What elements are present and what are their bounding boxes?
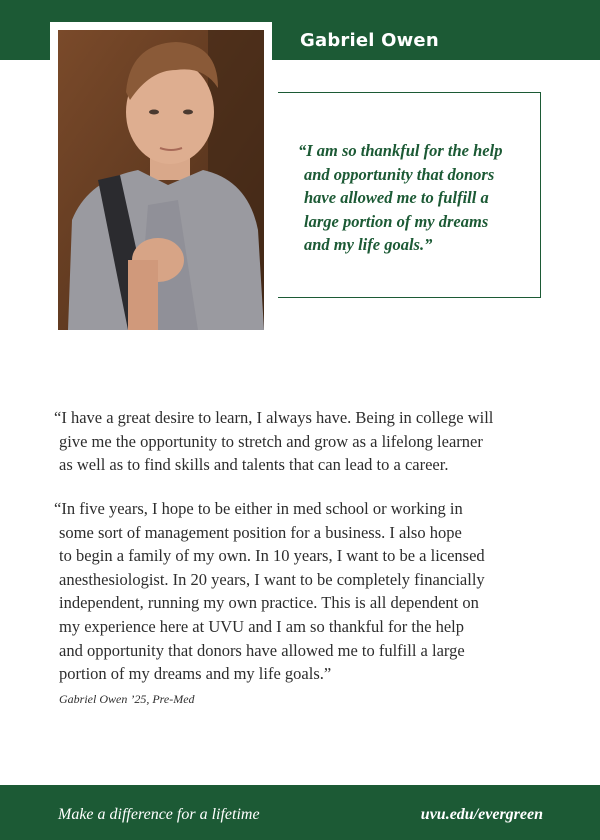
attribution: Gabriel Owen ’25, Pre-Med	[59, 692, 195, 706]
paragraph-1	[54, 406, 554, 477]
footer-url-link[interactable]: uvu.edu/evergreen	[420, 806, 543, 823]
paragraph-line: my experience here at UVU and I am so thankful for the help	[59, 616, 465, 636]
pull-quote-line: large portion of my dreams	[304, 211, 489, 231]
paragraph-2	[54, 497, 554, 686]
paragraph-line: and opportunity that donors have allowed me to fulfill a large	[59, 640, 465, 660]
paragraph-line: to begin a family of my own. In 10 years, I want to be a licensed	[59, 546, 485, 566]
paragraph-line: “In five years, I hope to be either in med school or working in	[54, 499, 463, 518]
student-name: Gabriel Owen	[300, 30, 439, 51]
pull-quote	[298, 139, 532, 257]
pull-quote-box	[278, 92, 541, 298]
paragraph-line: anesthesiologist. In 20 years, I want to be completely financially	[59, 569, 485, 589]
paragraph-line: portion of my dreams and my life goals.”	[59, 664, 332, 684]
pull-quote-line: and my life goals.”	[304, 235, 433, 254]
footer-tagline: Make a difference for a lifetime	[58, 806, 260, 823]
footer-bar	[0, 785, 600, 840]
paragraph-line: “I have a great desire to learn, I always have. Being in college will	[54, 408, 494, 427]
student-portrait-icon	[58, 30, 264, 330]
pull-quote-line: have allowed me to fulfill a	[304, 188, 489, 207]
paragraph-line: as well as to find skills and talents that can lead to a career.	[59, 455, 449, 475]
pull-quote-line: “I am so thankful for the help	[298, 141, 503, 160]
paragraph-line: some sort of management position for a business. I also hope	[59, 522, 462, 542]
paragraph-line: independent, running my own practice. This is all dependent on	[59, 593, 479, 613]
pull-quote-line: and opportunity that donors	[304, 164, 495, 184]
paragraph-line: give me the opportunity to stretch and grow as a lifelong learner	[59, 431, 483, 451]
student-photo	[58, 30, 264, 330]
